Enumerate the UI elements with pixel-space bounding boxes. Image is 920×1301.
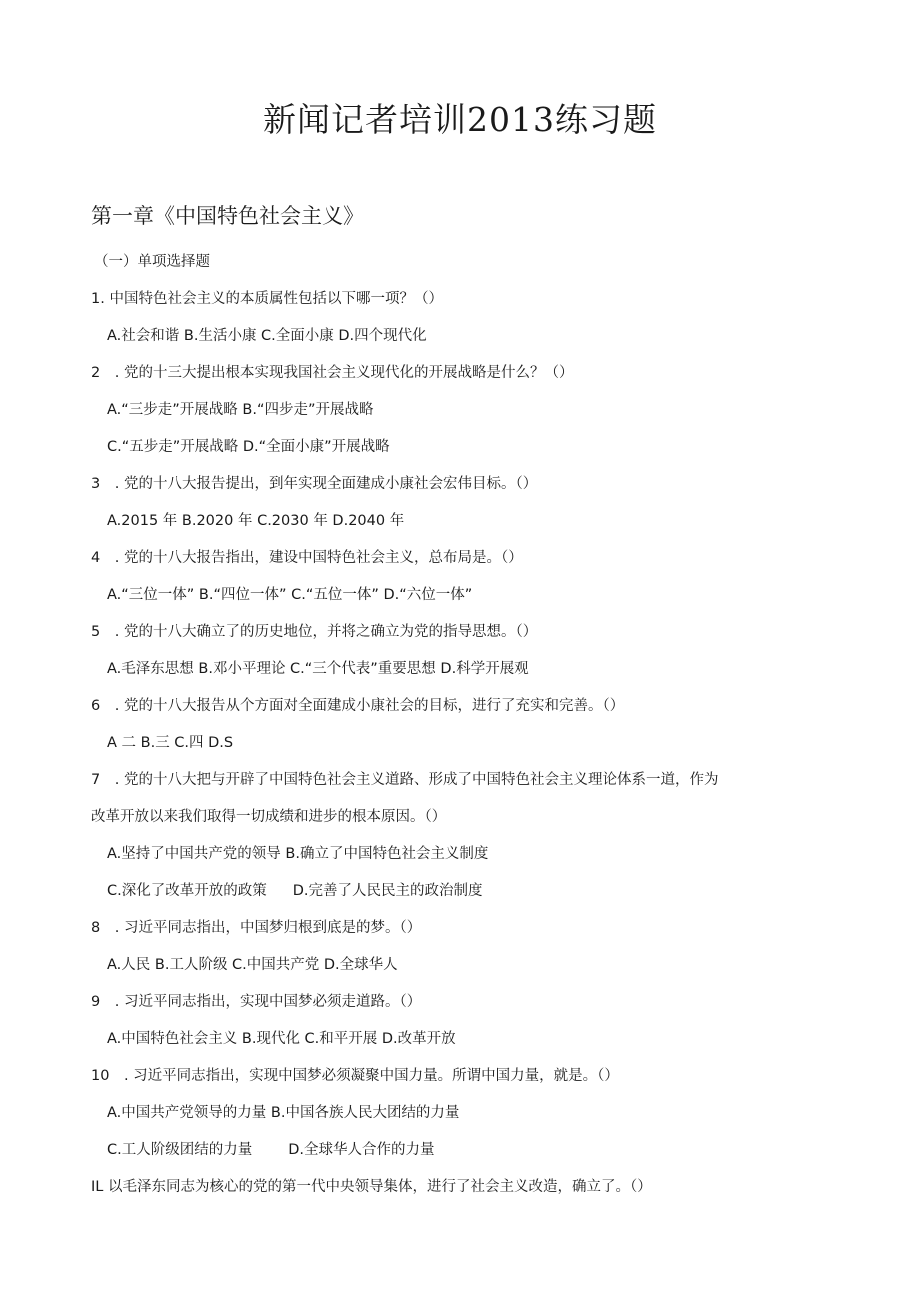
question-6-options: A 二 B.三 C.四 D.S — [107, 735, 234, 751]
question-9: 9 . 习近平同志指出，实现中国梦必须走道路。（） — [91, 994, 422, 1010]
question-8: 8 . 习近平同志指出，中国梦归根到底是的梦。（） — [91, 920, 422, 936]
question-7-options-row2 — [107, 881, 483, 901]
chapter-heading: 第一章《中国特色社会主义》 — [91, 204, 364, 228]
question-4: 4 . 党的十八大报告指出，建设中国特色社会主义，总布局是。（） — [91, 550, 523, 566]
question-1: 1. 中国特色社会主义的本质属性包括以下哪一项？（） — [91, 291, 443, 307]
question-7-line2: 改革开放以来我们取得一切成绩和进步的根本原因。（） — [91, 809, 447, 825]
question-5: 5 . 党的十八大确立了的历史地位，并将之确立为党的指导思想。（） — [91, 624, 538, 640]
question-2-options-row1: A.“三步走”开展战略 B.“四步走”开展战略 — [107, 402, 374, 418]
question-3-options: A.2015 年 B.2020 年 C.2030 年 D.2040 年 — [107, 513, 405, 529]
question-8-options: A.人民 B.工人阶级 C.中国共产党 D.全球华人 — [107, 957, 398, 973]
question-7-option-d: D.完善了人民民主的政治制度 — [292, 883, 483, 899]
section-heading: （一）单项选择题 — [94, 254, 210, 270]
document-title: 新闻记者培训2013练习题 — [263, 100, 657, 139]
question-7-option-c: C.深化了改革开放的政策 — [107, 883, 267, 899]
question-10-option-c: C.工人阶级团结的力量 — [107, 1142, 253, 1158]
question-10-options-row2 — [107, 1140, 435, 1160]
question-9-options: A.中国特色社会主义 B.现代化 C.和平开展 D.改革开放 — [107, 1031, 456, 1047]
question-2-options-row2: C.“五步走”开展战略 D.“全面小康”开展战略 — [107, 439, 390, 455]
question-6: 6 . 党的十八大报告从个方面对全面建成小康社会的目标，进行了充实和完善。（） — [91, 698, 625, 714]
question-5-options: A.毛泽东思想 B.邓小平理论 C.“三个代表”重要思想 D.科学开展观 — [107, 661, 529, 677]
question-10: 10 . 习近平同志指出，实现中国梦必须凝聚中国力量。所谓中国力量，就是。（） — [91, 1068, 619, 1084]
question-7-options-row1: A.坚持了中国共产党的领导 B.确立了中国特色社会主义制度 — [107, 846, 489, 862]
question-11: IL 以毛泽东同志为核心的党的第一代中央领导集体，进行了社会主义改造，确立了。（） — [91, 1179, 652, 1195]
question-10-option-d: D.全球华人合作的力量 — [288, 1142, 435, 1158]
question-2: 2 . 党的十三大提出根本实现我国社会主义现代化的开展战略是什么？（） — [91, 365, 574, 381]
question-4-options: A.“三位一体” B.“四位一体” C.“五位一体” D.“六位一体” — [107, 587, 473, 603]
question-1-options: A.社会和谐 B.生活小康 C.全面小康 D.四个现代化 — [107, 328, 427, 344]
question-10-options-row1: A.中国共产党领导的力量 B.中国各族人民大团结的力量 — [107, 1105, 460, 1121]
question-3: 3 . 党的十八大报告提出，到年实现全面建成小康社会宏伟目标。（） — [91, 476, 538, 492]
question-7-line1: 7 . 党的十八大把与开辟了中国特色社会主义道路、形成了中国特色社会主义理论体系一道，作为 — [91, 772, 719, 788]
